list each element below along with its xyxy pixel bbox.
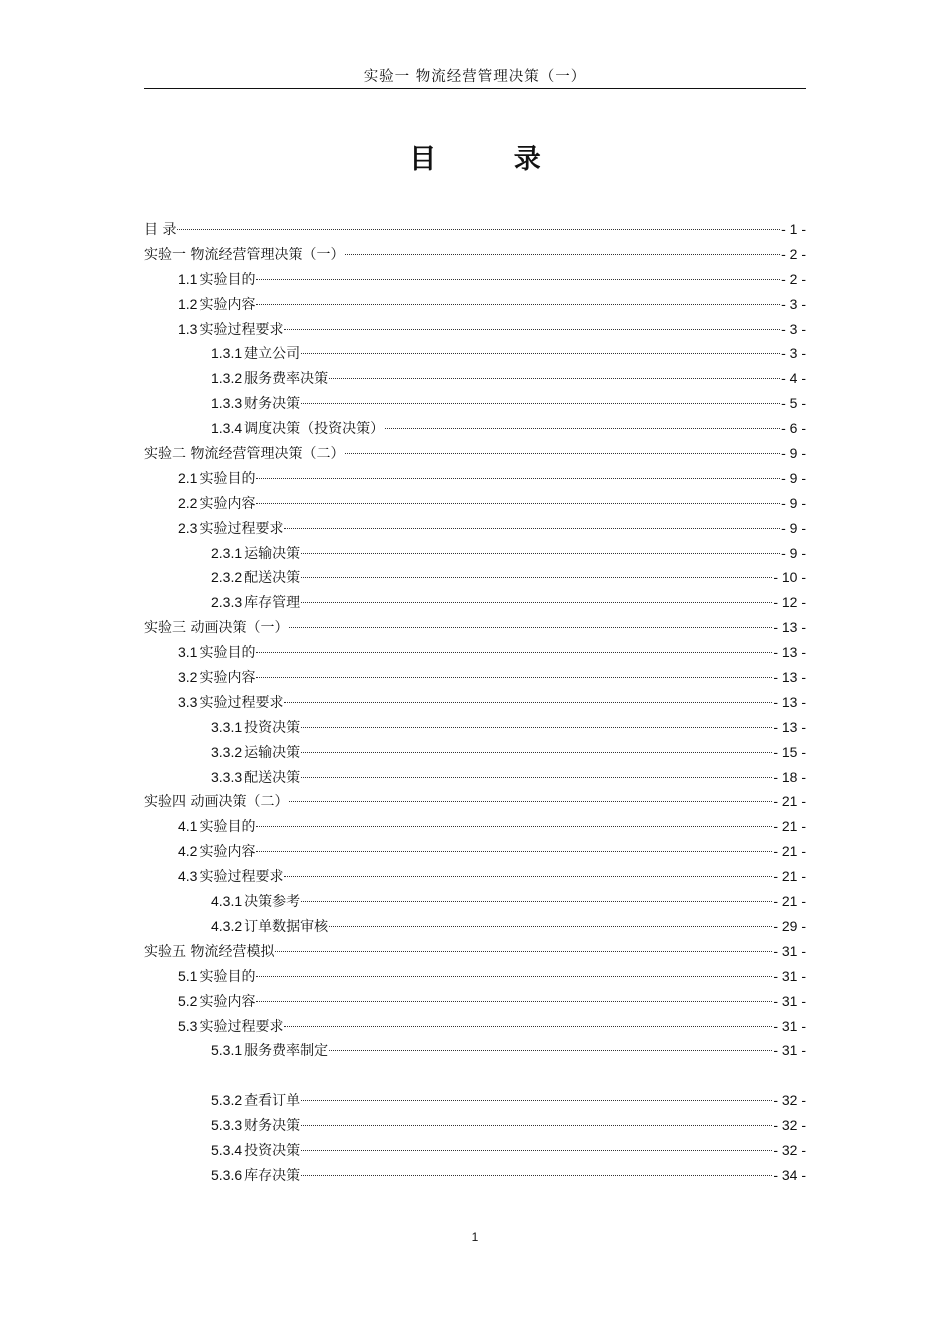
toc-entry[interactable]	[144, 541, 806, 566]
toc-entry[interactable]	[144, 516, 806, 541]
toc-dot-leader	[301, 1148, 772, 1151]
toc-entry[interactable]	[144, 466, 806, 491]
toc-entry-number: 2.3.3	[211, 594, 243, 611]
toc-entry-title: 实验过程要求	[199, 1018, 284, 1035]
toc-dot-leader	[256, 277, 780, 280]
toc-entry-title: 实验内容	[199, 993, 256, 1010]
toc-entry-title: 运输决策	[244, 545, 301, 562]
toc-dot-leader	[284, 526, 780, 529]
toc-entry-title: 实验目的	[199, 819, 256, 836]
toc-entry-title: 实验内容	[199, 495, 256, 512]
toc-entry[interactable]	[144, 889, 806, 914]
toc-entry[interactable]	[144, 715, 806, 740]
toc-entry-page: - 21 -	[773, 818, 806, 835]
toc-entry[interactable]	[144, 615, 806, 640]
toc-entry-page: - 31 -	[773, 992, 806, 1009]
toc-entry-page: - 4 -	[781, 370, 806, 387]
toc-entry[interactable]	[144, 366, 806, 391]
toc-entry-number: 1.3.2	[211, 370, 243, 387]
toc-entry[interactable]	[144, 839, 806, 864]
toc-entry-number: 3.1	[178, 644, 198, 661]
toc-dot-leader	[177, 227, 780, 230]
toc-dot-leader	[256, 675, 772, 678]
toc-dot-leader	[289, 799, 772, 802]
toc-entry-title: 实验过程要求	[199, 869, 284, 886]
toc-entry[interactable]	[144, 989, 806, 1014]
toc-entry-number: 5.2	[178, 992, 198, 1009]
toc-dot-leader	[301, 600, 772, 603]
toc-dot-leader	[284, 327, 780, 330]
toc-dot-leader	[301, 750, 772, 753]
toc-entry-page: - 3 -	[781, 295, 806, 312]
toc-entry-number: 1.3.3	[211, 395, 243, 412]
toc-dot-leader	[301, 899, 772, 902]
toc-entry-title: 实验二 物流经营管理决策（二）	[144, 446, 345, 463]
toc-entry[interactable]	[144, 441, 806, 466]
toc-dot-leader	[329, 924, 772, 927]
page-number: 1	[471, 1230, 479, 1244]
toc-entry-number: 3.2	[178, 669, 198, 686]
toc-entry-page: - 9 -	[781, 519, 806, 536]
toc-entry-number: 3.3.1	[211, 718, 243, 735]
toc-entry-number: 5.1	[178, 967, 198, 984]
toc-entry-number: 1.1	[178, 270, 198, 287]
toc-entry-page: - 13 -	[773, 718, 806, 735]
toc-entry-title: 实验目的	[199, 645, 256, 662]
toc-dot-leader	[301, 1098, 772, 1101]
toc-entry[interactable]	[144, 789, 806, 814]
toc-entry[interactable]	[144, 1038, 806, 1063]
toc-dot-leader	[284, 700, 772, 703]
toc-entry-page: - 9 -	[781, 469, 806, 486]
toc-entry-title: 库存管理	[244, 595, 301, 612]
toc-entry-number: 4.3.2	[211, 917, 243, 934]
toc-entry[interactable]	[144, 491, 806, 516]
toc-entry-number: 3.3	[178, 693, 198, 710]
toc-dot-leader	[289, 625, 772, 628]
toc-entry[interactable]	[144, 565, 806, 590]
toc-entry-title: 订单数据审核	[244, 918, 329, 935]
toc-dot-leader	[284, 1024, 772, 1027]
toc-entry-title: 实验一 物流经营管理决策（一）	[144, 246, 345, 263]
toc-entry[interactable]	[144, 740, 806, 765]
toc-dot-leader	[329, 376, 780, 379]
toc-entry-page: - 15 -	[773, 743, 806, 760]
running-header: 实验一 物流经营管理决策（一）	[144, 66, 806, 89]
toc-entry[interactable]	[144, 665, 806, 690]
toc-entry-page: - 21 -	[773, 843, 806, 860]
toc-dot-leader	[275, 949, 772, 952]
toc-entry[interactable]	[144, 292, 806, 317]
toc-entry[interactable]	[144, 1014, 806, 1039]
toc-entry-title: 财务决策	[244, 396, 301, 413]
toc-entry[interactable]	[144, 690, 806, 715]
toc-entry[interactable]	[144, 1163, 806, 1188]
toc-dot-leader	[329, 1048, 772, 1051]
toc-entry[interactable]	[144, 640, 806, 665]
toc-entry-page: - 1 -	[781, 221, 806, 237]
toc-entry-title: 实验三 动画决策（一）	[144, 620, 289, 637]
toc-entry[interactable]	[144, 814, 806, 839]
toc-entry-number: 5.3	[178, 1017, 198, 1034]
toc-entry-title: 实验内容	[199, 670, 256, 687]
toc-entry-number: 2.2	[178, 494, 198, 511]
toc-entry[interactable]	[144, 590, 806, 615]
toc-entry-title: 决策参考	[244, 894, 301, 911]
toc-entry-page: - 21 -	[773, 793, 806, 810]
toc-entry[interactable]	[144, 341, 806, 366]
toc-dot-leader	[301, 775, 772, 778]
toc-dot-leader	[301, 1173, 772, 1176]
toc-entry-page: - 13 -	[773, 644, 806, 661]
toc-dot-leader	[284, 874, 772, 877]
toc-dot-leader	[256, 824, 772, 827]
toc-entry-number: 1.3.4	[211, 420, 243, 437]
toc-entry-page: - 31 -	[773, 1017, 806, 1034]
toc-dot-leader	[301, 575, 772, 578]
toc-entry-number: 1.3.1	[211, 345, 243, 362]
toc-entry-title: 财务决策	[244, 1118, 301, 1135]
toc-entry-page: - 31 -	[773, 967, 806, 984]
toc-entry-number: 1.3	[178, 320, 198, 337]
toc-entry[interactable]	[144, 391, 806, 416]
toc-entry-page: - 31 -	[773, 942, 806, 959]
toc-entry-page: - 5 -	[781, 395, 806, 412]
toc-entry-page: - 34 -	[773, 1166, 806, 1183]
toc-entry-number: 5.3.6	[211, 1166, 243, 1183]
toc-entry-number: 3.3.2	[211, 743, 243, 760]
toc-dot-leader	[256, 999, 772, 1002]
toc-entry-page: - 12 -	[773, 594, 806, 611]
toc-entry-page: - 21 -	[773, 893, 806, 910]
toc-entry-title: 实验目的	[199, 968, 256, 985]
toc-entry-page: - 18 -	[773, 768, 806, 785]
toc-entry-title: 配送决策	[244, 769, 301, 786]
toc-entry-title: 实验四 动画决策（二）	[144, 794, 289, 811]
toc-entry-number: 5.3.4	[211, 1141, 243, 1158]
toc-entry-title: 实验过程要求	[199, 321, 284, 338]
toc-entry-number: 2.3.1	[211, 544, 243, 561]
toc-entry-title: 配送决策	[244, 570, 301, 587]
toc-entry[interactable]	[144, 1088, 806, 1113]
toc-entry[interactable]	[144, 317, 806, 342]
toc-entry-title: 实验五 物流经营模拟	[144, 943, 275, 960]
toc-entry-title: 实验内容	[199, 844, 256, 861]
toc-entry-number: 3.3.3	[211, 768, 243, 785]
toc-entry[interactable]	[144, 864, 806, 889]
toc-entry-number: 4.1	[178, 818, 198, 835]
toc-dot-leader	[301, 351, 780, 354]
toc-dot-leader	[385, 426, 780, 429]
toc-dot-leader	[256, 974, 772, 977]
toc-entry-title: 查看订单	[244, 1093, 301, 1110]
toc-entry-page: - 13 -	[773, 669, 806, 686]
toc-entry-number: 1.2	[178, 295, 198, 312]
toc-entry-title: 服务费率决策	[244, 371, 329, 388]
toc-entry-number: 2.3.2	[211, 569, 243, 586]
toc-entry-page: - 9 -	[781, 494, 806, 511]
toc-entry-page: - 32 -	[773, 1117, 806, 1134]
toc-entry[interactable]	[144, 242, 806, 267]
toc-dot-leader	[256, 849, 772, 852]
toc-entry[interactable]	[144, 217, 806, 242]
toc-entry-number: 2.3	[178, 519, 198, 536]
toc-entry-title: 实验目的	[199, 271, 256, 288]
toc-entry-number: 4.3.1	[211, 893, 243, 910]
toc-entry-title: 实验目的	[199, 470, 256, 487]
toc-dot-leader	[301, 401, 780, 404]
toc-entry-page: - 13 -	[773, 619, 806, 636]
toc-entry-title: 建立公司	[244, 346, 301, 363]
toc-entry-page: - 3 -	[781, 345, 806, 362]
toc-entry-page: - 2 -	[781, 245, 806, 262]
toc-entry-page: - 9 -	[781, 445, 806, 462]
toc-entry-page: - 21 -	[773, 868, 806, 885]
toc-entry-page: - 9 -	[781, 544, 806, 561]
toc-dot-leader	[256, 476, 780, 479]
toc-entry[interactable]	[144, 964, 806, 989]
toc-dot-leader	[301, 551, 780, 554]
toc-entry-title: 目 录	[144, 222, 177, 238]
toc-entry-page: - 32 -	[773, 1092, 806, 1109]
toc-dot-leader	[256, 302, 780, 305]
toc-entry[interactable]	[144, 939, 806, 964]
toc-entry-title: 库存决策	[244, 1167, 301, 1184]
toc-entry[interactable]	[144, 914, 806, 939]
toc-entry-page: - 13 -	[773, 693, 806, 710]
toc-entry[interactable]	[144, 1138, 806, 1163]
toc-entry-number: 4.3	[178, 868, 198, 885]
toc-entry-page: - 3 -	[781, 320, 806, 337]
toc-dot-leader	[256, 501, 780, 504]
toc-entry-number: 2.1	[178, 469, 198, 486]
toc-entry[interactable]	[144, 416, 806, 441]
toc-entry-title: 实验过程要求	[199, 694, 284, 711]
toc-dot-leader	[256, 650, 772, 653]
toc-entry-number: 5.3.2	[211, 1092, 243, 1109]
toc-entry-number: 5.3.3	[211, 1117, 243, 1134]
toc-entry-number: 4.2	[178, 843, 198, 860]
toc-entry-title: 服务费率制定	[244, 1043, 329, 1060]
toc-entry[interactable]	[144, 267, 806, 292]
toc-dot-leader	[345, 252, 780, 255]
toc-title: 目 录	[409, 144, 575, 175]
toc-entry-page: - 32 -	[773, 1141, 806, 1158]
toc-entry-title: 投资决策	[244, 719, 301, 736]
toc-entry-page: - 2 -	[781, 270, 806, 287]
toc-entry-page: - 6 -	[781, 420, 806, 437]
toc-entry-title: 实验内容	[199, 296, 256, 313]
toc-entry-title: 运输决策	[244, 744, 301, 761]
toc-entry-page: - 31 -	[773, 1042, 806, 1059]
toc-entry-page: - 10 -	[773, 569, 806, 586]
toc-entry-title: 调度决策（投资决策）	[244, 421, 385, 438]
toc-entry[interactable]	[144, 765, 806, 790]
toc-dot-leader	[345, 451, 780, 454]
toc-dot-leader	[301, 1123, 772, 1126]
toc-entry-title: 实验过程要求	[199, 520, 284, 537]
toc-dot-leader	[301, 725, 772, 728]
toc-entry-page: - 29 -	[773, 917, 806, 934]
toc-entry-number: 5.3.1	[211, 1042, 243, 1059]
toc-entry[interactable]	[144, 1113, 806, 1138]
table-of-contents	[144, 217, 806, 1188]
toc-entry-title: 投资决策	[244, 1142, 301, 1159]
